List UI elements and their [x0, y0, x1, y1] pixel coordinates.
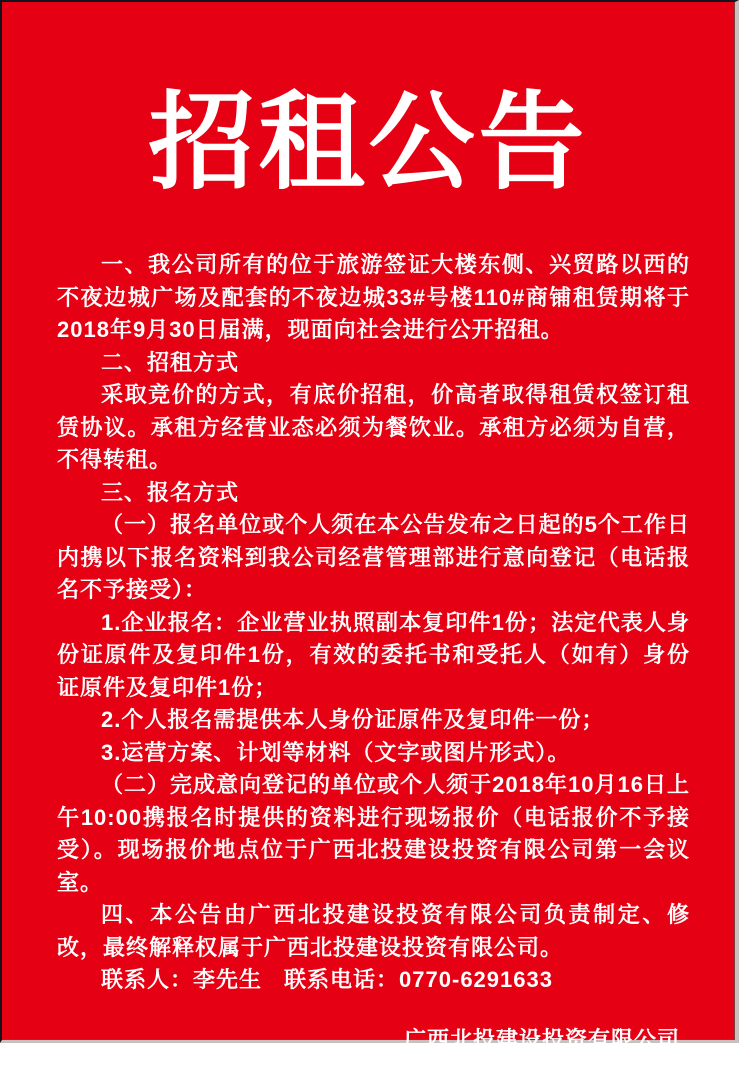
- onsite-bidding-paragraph: （二）完成意向登记的单位或个人须于2018年10月16日上午10:00携报名时提供的资料进行现场报价（电话报价不予接受）。现场报价地点位于广西北投建设投资有限公司第一会议室。: [57, 772, 690, 895]
- announcement-body: [2, 249, 735, 964]
- contact-person-label: 联系人：: [101, 967, 194, 992]
- signature-date: 2018年9月30日: [461, 1059, 623, 1084]
- final-interpretation-paragraph: 四、本公告由广西北投建设投资有限公司负责制定、修改，最终解释权属于广西北投建设投资有限公司。: [57, 902, 690, 960]
- section-heading-rental-method: 二、招租方式: [101, 349, 240, 375]
- intro-paragraph: 一、我公司所有的位于旅游签证大楼东侧、兴贸路以西的不夜边城广场及配套的不夜边城33#号楼110#商铺租赁期将于2018年9月30日届满，现面向社会进行公开招租。: [57, 252, 690, 342]
- registration-item-materials: 3.运营方案、计划等材料（文字或图片形式）。: [101, 739, 571, 765]
- registration-item-enterprise: 1.企业报名：企业营业执照副本复印件1份；法定代表人身份证原件及复印件1份，有效的委托书和受托人（如有）身份证原件及复印件1份；: [57, 609, 690, 700]
- registration-requirements-paragraph: （一）报名单位或个人须在本公告发布之日起的5个工作日内携以下报名资料到我公司经营管理部进行意向登记（电话报名不予接受）：: [57, 512, 690, 602]
- section-heading-registration: 三、报名方式: [101, 479, 240, 505]
- poster-title: 招租公告: [148, 85, 589, 202]
- contact-line: [2, 964, 735, 997]
- rental-method-paragraph: 采取竞价的方式，有底价招租，价高者取得租赁权签订租赁协议。承租方经营业态必须为餐饮业。承租方必须为自营，不得转租。: [57, 382, 690, 472]
- signature-block: [2, 1024, 735, 1089]
- registration-item-individual: 2.个人报名需提供本人身份证原件及复印件一份；: [101, 707, 605, 732]
- contact-phone-number: 0770-6291633: [399, 967, 553, 992]
- signature-company: 广西北投建设投资有限公司: [403, 1026, 680, 1052]
- contact-phone-label: 联系电话：: [284, 967, 400, 992]
- contact-person-name: 李先生: [193, 967, 263, 992]
